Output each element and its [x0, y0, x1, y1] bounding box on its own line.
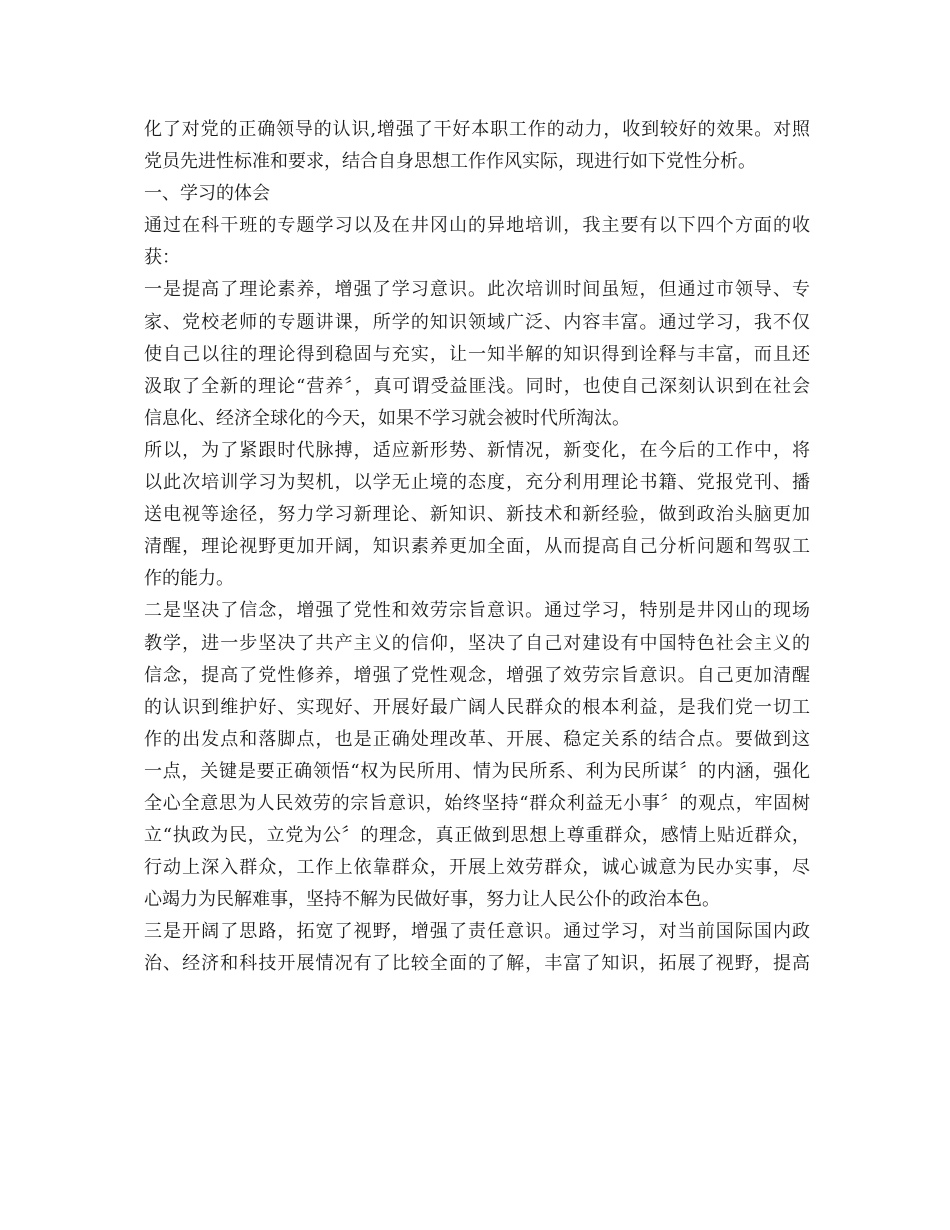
text-line: 教学，进一步坚决了共产主义的信仰，坚决了自己对建设有中国特色社会主义的	[144, 632, 810, 654]
text-line: 治、经济和科技开展情况有了比较全面的了解，丰富了知识，拓展了视野，提高	[144, 953, 810, 975]
text-line: 信念，提高了党性修养，增强了党性观念，增强了效劳宗旨意识。自己更加清醒	[144, 664, 810, 686]
text-line: 二是坚决了信念，增强了党性和效劳宗旨意识。通过学习，特别是井冈山的现场	[144, 600, 810, 622]
text-line: 作的能力。	[144, 568, 234, 590]
text-line: 心竭力为民解难事，坚持不解为民做好事，努力让人民公仆的政治本色。	[144, 889, 720, 911]
text-line: 作的出发点和落脚点，也是正确处理改革、开展、稳定关系的结合点。要做到这	[144, 728, 810, 750]
text-line: 的认识到维护好、实现好、开展好最广阔人民群众的根本利益，是我们党一切工	[144, 696, 810, 718]
text-line: 一、学习的体会	[144, 183, 270, 205]
text-line: 家、党校老师的专题讲课，所学的知识领域广泛、内容丰富。通过学习，我不仅	[144, 311, 810, 333]
text-line: 以此次培训学习为契机，以学无止境的态度，充分利用理论书籍、党报党刊、播	[144, 472, 810, 494]
text-line: 一点，关键是要正确领悟“权为民所用、情为民所系、利为民所谋〞的内涵，强化	[144, 760, 810, 782]
text-line: 汲取了全新的理论“营养〞，真可谓受益匪浅。同时，也使自己深刻认识到在社会	[144, 375, 810, 397]
text-line: 获：	[144, 247, 180, 269]
text-line: 送电视等途径，努力学习新理论、新知识、新技术和新经验，做到政治头脑更加	[144, 504, 810, 526]
text-line: 所以，为了紧跟时代脉搏，适应新形势、新情况，新变化，在今后的工作中，将	[144, 439, 810, 461]
text-line: 使自己以往的理论得到稳固与充实，让一知半解的知识得到诠释与丰富，而且还	[144, 343, 810, 365]
text-line: 通过在科干班的专题学习以及在井冈山的异地培训，我主要有以下四个方面的收	[144, 215, 810, 237]
text-line: 立“执政为民，立党为公〞的理念，真正做到思想上尊重群众，感情上贴近群众，	[144, 825, 810, 847]
text-line: 化了对党的正确领导的认识,增强了干好本职工作的动力，收到较好的效果。对照	[144, 119, 810, 140]
text-line: 全心全意思为人民效劳的宗旨意识，始终坚持“群众利益无小事〞的观点，牢固树	[144, 792, 810, 814]
text-line: 信息化、经济全球化的今天，如果不学习就会被时代所淘汰。	[144, 407, 630, 429]
text-line: 党员先进性标准和要求，结合自身思想工作作风实际，现进行如下党性分析。	[144, 151, 756, 173]
text-line: 行动上深入群众，工作上依靠群众，开展上效劳群众，诚心诚意为民办实事，尽	[144, 857, 810, 879]
text-line: 清醒，理论视野更加开阔，知识素养更加全面，从而提高自己分析问题和驾驭工	[144, 536, 810, 558]
text-line: 一是提高了理论素养，增强了学习意识。此次培训时间虽短，但通过市领导、专	[144, 279, 810, 301]
text-line: 三是开阔了思路，拓宽了视野，增强了责任意识。通过学习，对当前国际国内政	[144, 921, 810, 943]
